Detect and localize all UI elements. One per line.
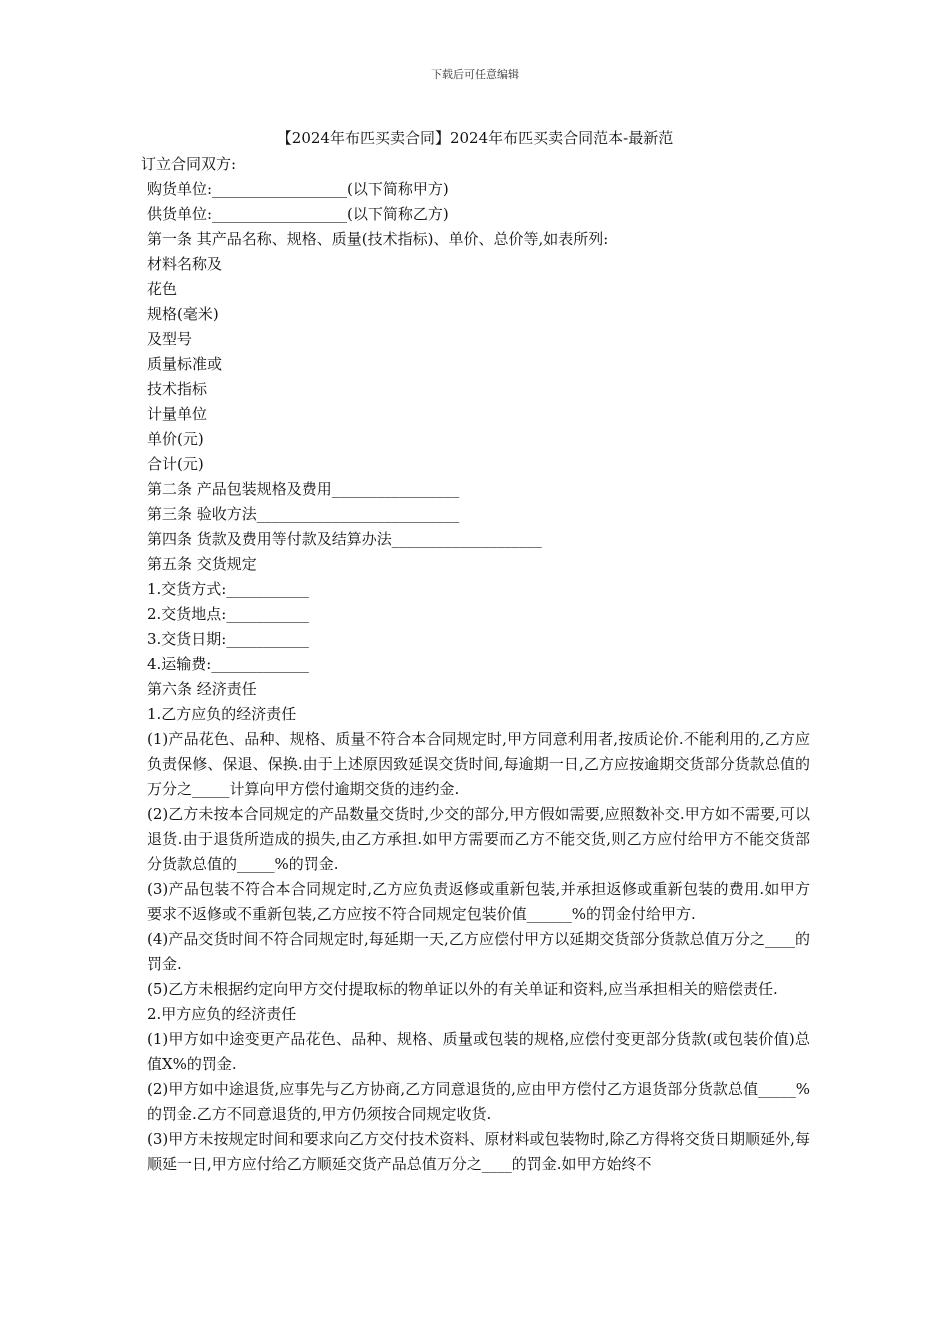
table-label: 技术指标 [147,380,208,398]
table-label: 计量单位 [147,405,208,423]
table-label: 及型号 [147,330,193,348]
section-heading: 2.甲方应负的经济责任 [147,1005,297,1023]
clause-paragraph: (2)甲方如中途退货,应事先与乙方协商,乙方同意退货的,应由甲方偿付乙方退货部分货款总值_____%的罚金.乙方不同意退货的,甲方仍须按合同规定收货. [147,1080,810,1123]
article-6: 第六条 经济责任 [147,680,257,698]
article-1: 第一条 其产品名称、规格、质量(技术指标)、单价、总价等,如表所列: [147,230,609,248]
delivery-item: 2.交货地点:___________ [147,605,309,623]
article-4: 第四条 货款及费用等付款及结算办法____________________ [147,530,542,548]
table-label: 规格(毫米) [147,305,219,323]
header-note: 下载后可任意编辑 [431,68,519,81]
article-3: 第三条 验收方法___________________________ [147,505,460,523]
clause-paragraph: (5)乙方未根据约定向甲方交付提取标的物单证以外的有关单证和资料,应当承担相关的赔偿责任. [147,980,778,998]
clause-paragraph: (4)产品交货时间不符合同规定时,每延期一天,乙方应偿付甲方以延期交货部分货款总值万分之____的罚金. [147,930,810,973]
section-heading: 1.乙方应负的经济责任 [147,705,297,723]
article-2: 第二条 产品包装规格及费用_________________ [147,480,460,498]
supplier-line: 供货单位:__________________(以下简称乙方) [147,205,449,223]
clause-paragraph: (1)产品花色、品种、规格、质量不符合本合同规定时,甲方同意利用者,按质论价.不能利用的,乙方应负责保修、保退、保换.由于上述原因致延误交货时间,每逾期一日,乙方应按逾期交货部分货款总值的万分之_____计算向甲方偿付逾期交货的违约金. [147,730,810,798]
delivery-item: 4.运输费:_____________ [147,655,309,673]
buyer-line: 购货单位:__________________(以下简称甲方) [147,180,449,198]
table-label: 材料名称及 [147,255,223,273]
document-body [141,152,810,1177]
table-label: 合计(元) [147,455,204,473]
table-label: 花色 [147,280,178,298]
clause-paragraph: (1)甲方如中途变更产品花色、品种、规格、质量或包装的规格,应偿付变更部分货款(或包装价值)总值X%的罚金. [147,1030,810,1073]
clause-paragraph: (3)甲方未按规定时间和要求向乙方交付技术资料、原材料或包装物时,除乙方得将交货日期顺延外,每顺延一日,甲方应付给乙方顺延交货产品总值万分之____的罚金.如甲方始终不 [147,1130,810,1173]
table-label: 质量标准或 [147,355,223,373]
article-5: 第五条 交货规定 [147,555,257,573]
clause-paragraph: (2)乙方未按本合同规定的产品数量交货时,少交的部分,甲方假如需要,应照数补交.甲方如不需要,可以退货.由于退货所造成的损失,由乙方承担.如甲方需要而乙方不能交货,则乙方应付给甲方不能交货部分货款总值的_____%的罚金. [147,805,810,873]
document-title: 【2024年布匹买卖合同】2024年布匹买卖合同范本-最新范 [276,129,674,147]
parties-heading: 订立合同双方: [141,155,237,173]
delivery-item: 1.交货方式:___________ [147,580,309,598]
delivery-item: 3.交货日期:___________ [147,630,309,648]
clause-paragraph: (3)产品包装不符合本合同规定时,乙方应负责返修或重新包装,并承担返修或重新包装的费用.如甲方要求不返修或不重新包装,乙方应按不符合同规定包装价值______%的罚金付给甲方. [147,880,810,923]
table-label: 单价(元) [147,430,204,448]
